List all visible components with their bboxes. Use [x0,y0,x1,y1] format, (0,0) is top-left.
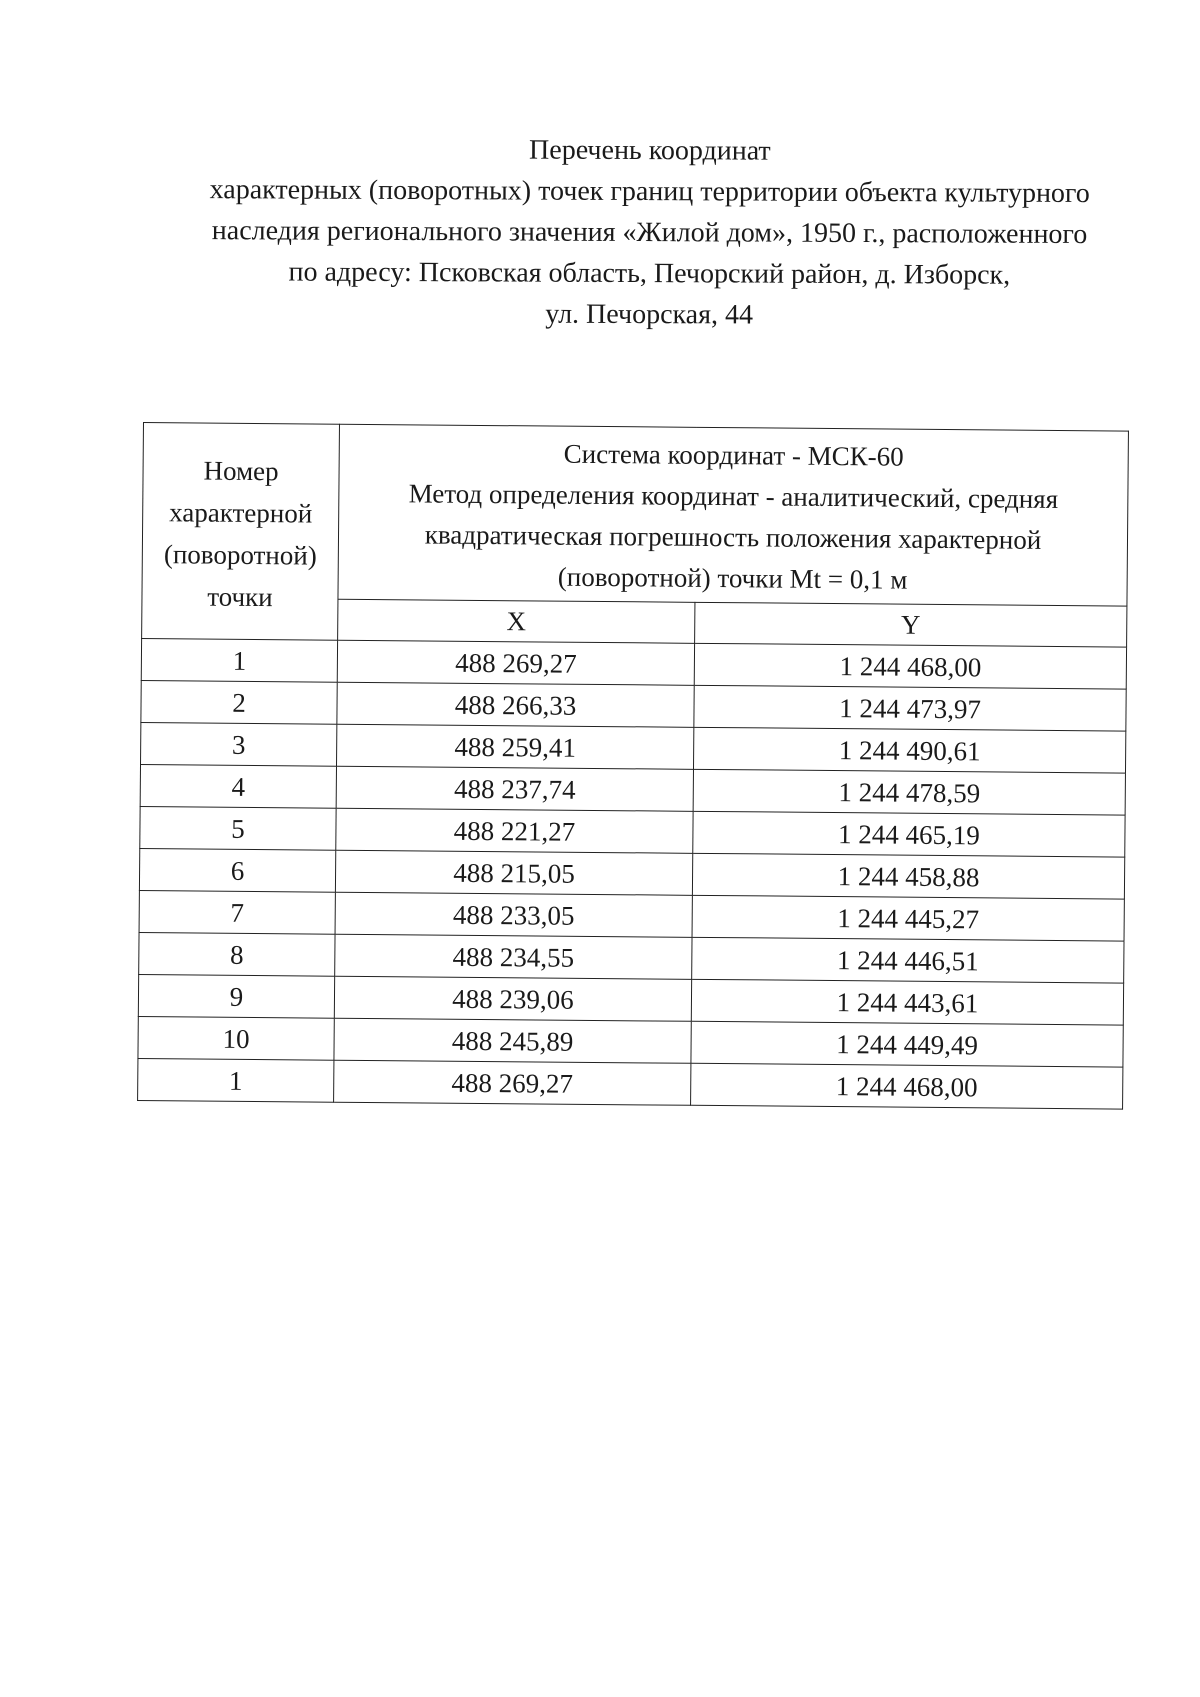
point-number-cell: 5 [140,806,336,850]
header-point-number-line-4: точки [207,581,273,612]
x-coordinate-cell: 488 237,74 [336,766,693,811]
x-coordinate-cell: 488 269,27 [334,1060,691,1105]
heading-line-4: по адресу: Псковская область, Печорский район, д. Изборск, [288,256,1011,291]
table-row [138,1058,1123,1109]
header-x: X [338,599,695,643]
point-number-cell: 2 [141,680,337,724]
heading-line-2: характерных (поворотных) точек границ территории объекта культурного [209,174,1090,210]
point-number-cell: 8 [139,932,335,976]
coordinates-table-container [137,422,1128,1110]
x-coordinate-cell: 488 233,05 [335,892,692,937]
heading-title: Перечень координат [529,134,771,167]
y-coordinate-cell: 1 244 465,19 [693,811,1125,857]
x-coordinate-cell: 488 215,05 [335,850,692,895]
point-number-cell: 6 [139,848,335,892]
header-point-number-line-2: характерной [169,496,313,528]
point-number-cell: 4 [140,764,336,808]
x-coordinate-cell: 488 259,41 [337,724,694,769]
y-coordinate-cell: 1 244 468,00 [691,1063,1123,1109]
y-coordinate-cell: 1 244 443,61 [691,979,1123,1025]
header-coordinate-system [338,424,1129,606]
coordinates-table [137,422,1129,1110]
x-coordinate-cell: 488 266,33 [337,682,694,727]
y-coordinate-cell: 1 244 446,51 [692,937,1124,983]
point-number-cell: 10 [138,1016,334,1060]
point-number-cell: 1 [138,1058,334,1102]
y-coordinate-cell: 1 244 473,97 [694,685,1126,731]
y-coordinate-cell: 1 244 449,49 [691,1021,1123,1067]
header-system-line-4: (поворотной) точки Mt = 0,1 м [557,561,908,595]
header-point-number-line-3: (поворотной) [163,538,317,571]
x-coordinate-cell: 488 239,06 [334,976,691,1021]
x-coordinate-cell: 488 269,27 [337,640,694,685]
point-number-cell: 7 [139,890,335,934]
point-number-cell: 3 [141,722,337,766]
document-heading [169,128,1130,337]
heading-line-5: ул. Печорская, 44 [545,298,754,331]
header-system-line-2: Метод определения координат - аналитический, средняя [408,478,1059,514]
y-coordinate-cell: 1 244 490,61 [693,727,1125,773]
heading-line-3: наследия регионального значения «Жилой дом», 1950 г., расположенного [211,215,1088,251]
point-number-cell: 9 [138,974,334,1018]
header-system-line-1: Система координат - МСК-60 [563,438,904,472]
y-coordinate-cell: 1 244 478,59 [693,769,1125,815]
y-coordinate-cell: 1 244 445,27 [692,895,1124,941]
header-y: Y [695,602,1127,647]
header-point-number-line-1: Номер [203,455,279,486]
x-coordinate-cell: 488 245,89 [334,1018,691,1063]
header-system-line-3: квадратическая погрешность положения характерной [424,519,1042,555]
header-point-number [142,423,340,641]
x-coordinate-cell: 488 234,55 [335,934,692,979]
x-coordinate-cell: 488 221,27 [336,808,693,853]
y-coordinate-cell: 1 244 458,88 [692,853,1124,899]
point-number-cell: 1 [141,638,337,682]
y-coordinate-cell: 1 244 468,00 [694,643,1126,689]
